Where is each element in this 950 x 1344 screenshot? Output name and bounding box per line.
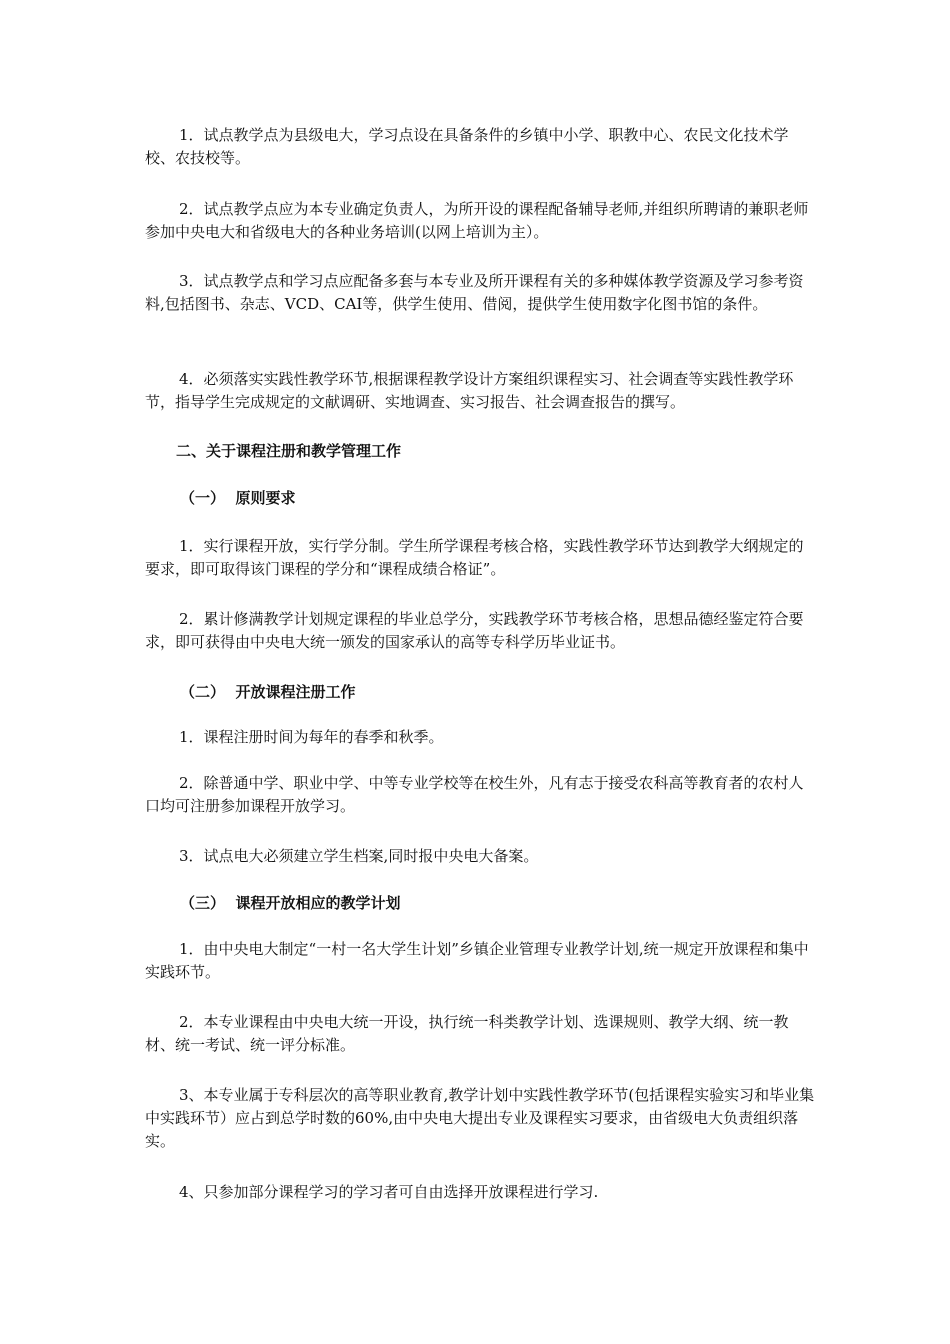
paragraph-teaching-point-staff: 2．试点教学点应为本专业确定负责人，为所开设的课程配备辅导老师,并组织所聘请的兼职老师参加中央电大和省级电大的各种业务培训(以网上培训为主）。 [145, 200, 809, 241]
paragraph-unified-standards: 2．本专业课程由中央电大统一开设，执行统一科类教学计划、选课规则、教学大纲、统一教材、统一考试、统一评分标准。 [145, 1013, 789, 1054]
paragraph-practice-links: 4．必须落实实践性教学环节,根据课程教学设计方案组织课程实习、社会调查等实践性教学环节，指导学生完成规定的文献调研、实地调查、实习报告、社会调查报告的撰写。 [145, 370, 794, 411]
paragraph-teaching-point-setup: 1．试点教学点为县级电大，学习点设在具备条件的乡镇中小学、职教中心、农民文化技术学校、农技校等。 [145, 126, 789, 167]
paragraph-media-resources: 3．试点教学点和学习点应配备多套与本专业及所开课程有关的多种媒体教学资源及学习参考资料,包括图书、杂志、VCD、CAI等，供学生使用、借阅，提供学生使用数字化图书馆的条件。 [145, 272, 804, 313]
paragraph-student-records: 3．试点电大必须建立学生档案,同时报中央电大备案。 [179, 847, 539, 865]
paragraph-registration-time: 1．课程注册时间为每年的春季和秋季。 [179, 728, 444, 746]
paragraph-plan-formulation: 1．由中央电大制定“一村一名大学生计划”乡镇企业管理专业教学计划,统一规定开放课程和集中实践环节。 [145, 940, 809, 981]
paragraph-credit-system: 1．实行课程开放，实行学分制。学生所学课程考核合格，实践性教学环节达到教学大纲规定的要求，即可取得该门课程的学分和“课程成绩合格证”。 [145, 537, 804, 578]
paragraph-partial-learners: 4、只参加部分课程学习的学习者可自由选择开放课程进行学习. [179, 1183, 599, 1201]
paragraph-practice-hours: 3、本专业属于专科层次的高等职业教育,教学计划中实践性教学环节(包括课程实验实习和毕业集中实践环节）应占到总学时数的60%,由中央电大提出专业及课程实习要求，由省级电大负责组织落实。 [145, 1086, 815, 1150]
subheading-teaching-plan: （三） 课程开放相应的教学计划 [180, 894, 401, 912]
paragraph-graduation-credits: 2．累计修满教学计划规定课程的毕业总学分，实践教学环节考核合格，思想品德经鉴定符合要求，即可获得由中央电大统一颁发的国家承认的高等专科学历毕业证书。 [145, 610, 804, 651]
subheading-course-registration: （二） 开放课程注册工作 [180, 683, 356, 701]
paragraph-eligibility: 2．除普通中学、职业中学、中等专业学校等在校生外，凡有志于接受农科高等教育者的农村人口均可注册参加课程开放学习。 [145, 774, 804, 815]
section-heading-course-registration: 二、关于课程注册和教学管理工作 [176, 442, 402, 460]
subheading-principles: （一） 原则要求 [180, 489, 296, 507]
